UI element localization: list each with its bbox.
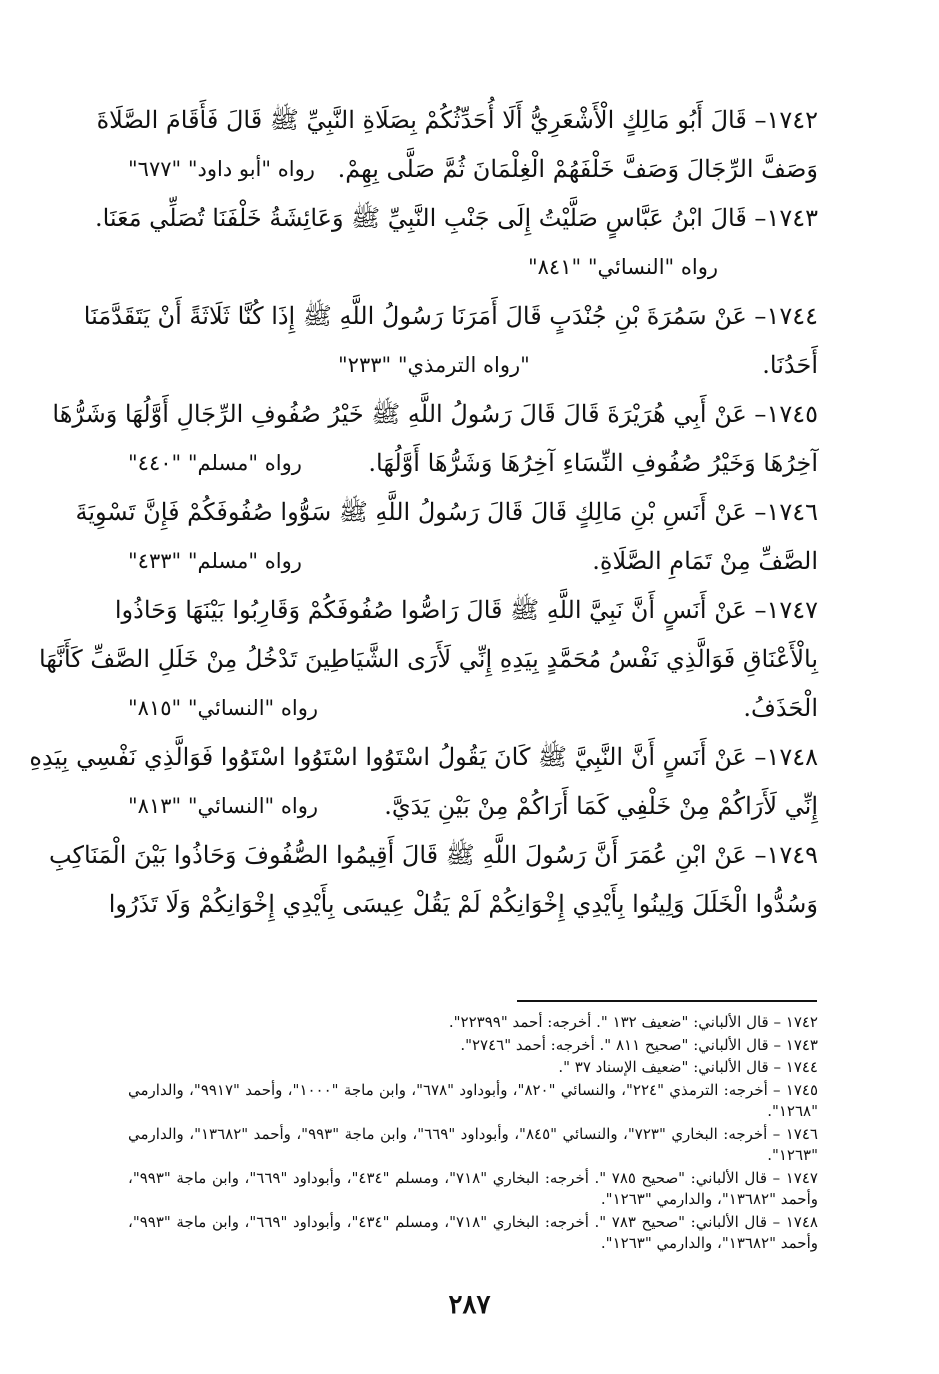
hadith-1747-reference: رواه "النسائي" "٨١٥" — [128, 696, 319, 720]
hadith-1745-line-2 — [128, 439, 818, 488]
hadith-1742-reference: رواه "أبو داود" "٦٧٧" — [128, 157, 315, 181]
hadith-1747-line-1: ١٧٤٧– عَنْ أَنَسٍ أَنَّ نَبِيَّ اللَّهِ ﷺ قَالَ رَاصُّوا صُفُوفَكُمْ وَقَارِبُوا بَيْنَهَا وَحَاذُوا — [114, 596, 818, 624]
footnote-1742: ١٧٤٢ – قال الألباني: "ضعيف ١٣٢ ". أخرجه: أحمد "٢٢٣٩٩". — [448, 1013, 818, 1031]
footnote-1744: ١٧٤٤ – قال الألباني: "ضعيف الإسناد ٣٧ ". — [558, 1058, 818, 1076]
hadith-1747-line-2: بِالْأَعْنَاقِ فَوَالَّذِي نَفْسُ مُحَمَّدٍ بِيَدِهِ إِنِّي لَأَرَى الشَّيَاطِينَ تَدْخُلُ مِنْ خَلَلِ الصَّفِّ كَأَنَّهَا — [38, 645, 818, 673]
footnote-1745: ١٧٤٥ – أخرجه: الترمذي "٢٢٤"، والنسائي "٨٢٠"، وأبوداود "٦٧٨"، وابن ماجة "١٠٠٠"، وأحمد "٩٩١٧"، والدارمي "١٢٦٨". — [128, 1080, 819, 1120]
hadith-1743-reference: رواه "النسائي" "٨٤١" — [527, 255, 718, 279]
hadith-1743-line-1: ١٧٤٣– قَالَ ابْنُ عَبَّاسٍ صَلَّيْتُ إِلَى جَنْبِ النَّبِيِّ ﷺ وَعَائِشَةُ خَلْفَنَا تُصَلِّي مَعَنَا. — [94, 204, 818, 232]
hadith-1746-line-1: ١٧٤٦– عَنْ أَنَسِ بْنِ مَالِكٍ قَالَ قَالَ رَسُولُ اللَّهِ ﷺ سَوُّوا صُفُوفَكُمْ فَإِنَّ تَسْوِيَةَ — [75, 498, 818, 526]
hadith-1744-line-2 — [128, 341, 818, 390]
footnote-1746: ١٧٤٦ – أخرجه: البخاري "٧٢٣"، والنسائي "٨٤٥"، وأبوداود "٦٦٩"، وابن ماجة "٩٩٣"، وأحمد "١٣٦٨٢"، والدارمي "١٢٦٣". — [128, 1124, 818, 1164]
page-number: ٢٨٧ — [448, 1290, 491, 1320]
hadith-1744-text-end: أَحَدُنَا. — [762, 351, 818, 379]
footnote-separator — [517, 1000, 817, 1002]
hadith-1749-line-2: وَسُدُّوا الْخَلَلَ وَلِينُوا بِأَيْدِي إِخْوَانِكُمْ لَمْ يَقُلْ عِيسَى بِأَيْدِي إِخْوَانِكُمْ وَلَا تَذَرُوا — [108, 890, 818, 918]
hadith-1742-line-2 — [128, 145, 818, 194]
footnote-1743: ١٧٤٣ – قال الألباني: "صحيح ٨١١ ". أخرجه: أحمد "٢٧٤٦". — [460, 1035, 818, 1054]
hadith-1746-text-end: الصَّفِّ مِنْ تَمَامِ الصَّلَاةِ. — [592, 547, 818, 575]
hadith-1748-reference: رواه "النسائي" "٨١٣" — [128, 794, 319, 818]
footnotes — [128, 1012, 818, 1256]
hadith-1748-line-1: ١٧٤٨– عَنْ أَنَسٍ أَنَّ النَّبِيَّ ﷺ كَانَ يَقُولُ اسْتَوُوا اسْتَوُوا اسْتَوُوا فَوَالَّذِي نَفْسِي بِيَدِهِ — [29, 743, 818, 771]
footnote-1748: ١٧٤٨ – قال الألباني: "صحيح ٧٨٣ ". أخرجه: البخاري "٧١٨"، ومسلم "٤٣٤"، وأبوداود "٦٦٩"، وابن ماجة "٩٩٣"، وأحمد "١٣٦٨٢"، والدارمي "١٢٦٣". — [128, 1212, 818, 1252]
hadith-1746-reference: رواه "مسلم" "٤٣٣" — [128, 549, 302, 573]
footnote-1747: ١٧٤٧ – قال الألباني: "صحيح ٧٨٥ ". أخرجه: البخاري "٧١٨"، ومسلم "٤٣٤"، وأبوداود "٦٦٩"، وابن ماجة "٩٩٣"، وأحمد "١٣٦٨٢"، والدارمي "١٢٦٣". — [128, 1168, 818, 1208]
hadith-body — [29, 96, 818, 929]
hadith-1748-line-2 — [128, 782, 818, 831]
hadith-1742-line-1: ١٧٤٢– قَالَ أَبُو مَالِكٍ الْأَشْعَرِيُّ أَلَا أُحَدِّثُكُمْ بِصَلَاةِ النَّبِيِّ ﷺ قَالَ فَأَقَامَ الصَّلَاةَ — [96, 106, 818, 134]
hadith-1748-text-end: إِنِّي لَأَرَاكُمْ مِنْ خَلْفِي كَمَا أَرَاكُمْ مِنْ بَيْنِ يَدَيَّ. — [384, 792, 818, 820]
hadith-1745-text-end: آخِرُهَا وَخَيْرُ صُفُوفِ النِّسَاءِ آخِرُهَا وَشَرُّهَا أَوَّلُهَا. — [368, 449, 818, 477]
hadith-1744-line-1: ١٧٤٤– عَنْ سَمُرَةَ بْنِ جُنْدَبٍ قَالَ أَمَرَنَا رَسُولُ اللَّهِ ﷺ إِذَا كُنَّا ثَلَاثَةً أَنْ يَتَقَدَّمَنَا — [83, 302, 818, 330]
hadith-1746-line-2 — [128, 537, 818, 586]
hadith-1745-reference: رواه "مسلم" "٤٤٠" — [128, 451, 302, 475]
hadith-1743-ref-line — [128, 243, 818, 292]
hadith-1747-text-end: الْحَذَفُ. — [743, 694, 818, 722]
hadith-1749-line-1: ١٧٤٩– عَنْ ابْنِ عُمَرَ أَنَّ رَسُولَ اللَّهِ ﷺ قَالَ أَقِيمُوا الصُّفُوفَ وَحَاذُوا بَيْنَ الْمَنَاكِبِ — [48, 841, 818, 869]
hadith-1745-line-1: ١٧٤٥– عَنْ أَبِي هُرَيْرَةَ قَالَ قَالَ رَسُولُ اللَّهِ ﷺ خَيْرُ صُفُوفِ الرِّجَالِ أَوَّلُهَا وَشَرُّهَا — [52, 400, 818, 428]
hadith-1747-line-3 — [128, 684, 818, 733]
hadith-1742-text-end: وَصَفَّ الرِّجَالَ وَصَفَّ خَلْفَهُمْ الْغِلْمَانَ ثُمَّ صَلَّى بِهِمْ. — [337, 155, 818, 183]
hadith-1744-reference: "رواه الترمذي" "٢٣٣" — [338, 353, 530, 377]
